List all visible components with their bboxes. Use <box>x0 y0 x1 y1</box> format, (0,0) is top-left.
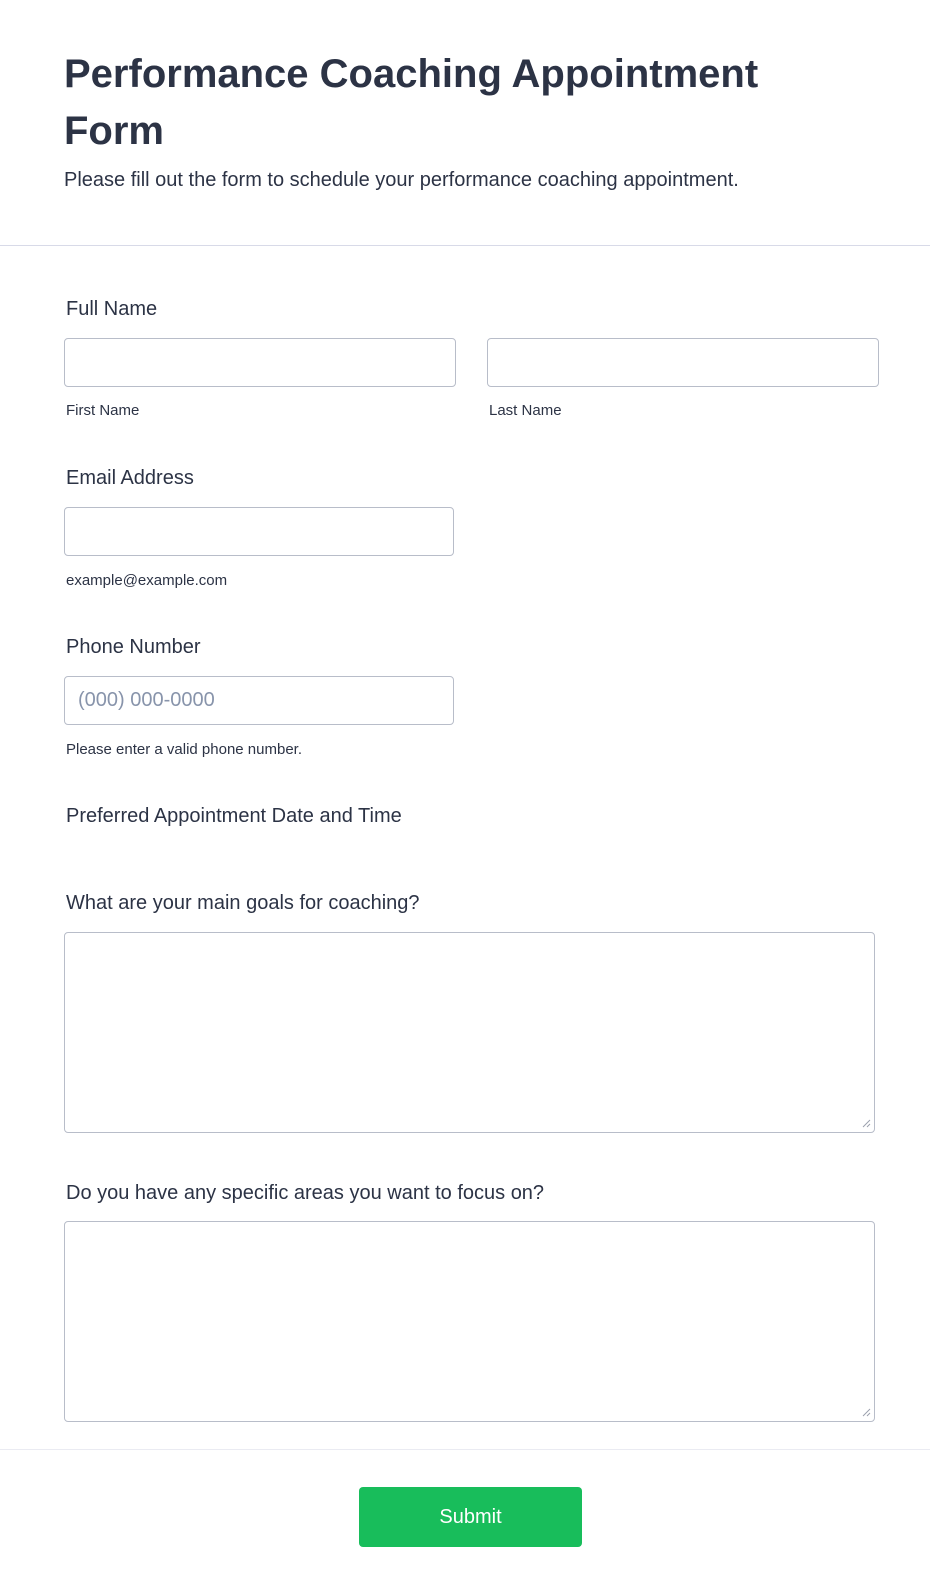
form-header <box>0 0 930 246</box>
goals-label: What are your main goals for coaching? <box>66 892 420 914</box>
page-title: Performance Coaching Appointment Form <box>64 52 759 153</box>
full-name-label: Full Name <box>66 298 158 320</box>
email-input[interactable] <box>64 507 454 556</box>
first-name-sublabel: First Name <box>66 402 140 419</box>
resize-grip-icon[interactable] <box>861 1118 871 1128</box>
phone-label: Phone Number <box>66 636 201 658</box>
resize-grip-icon[interactable] <box>861 1407 871 1417</box>
last-name-sublabel: Last Name <box>489 402 562 419</box>
phone-input[interactable] <box>64 676 454 725</box>
page-subtitle: Please fill out the form to schedule your performance coaching appointment. <box>64 169 739 191</box>
appointment-label: Preferred Appointment Date and Time <box>66 805 402 827</box>
focus-label: Do you have any specific areas you want to focus on? <box>66 1182 545 1204</box>
first-name-input[interactable] <box>64 338 456 387</box>
phone-sublabel: Please enter a valid phone number. <box>66 741 302 758</box>
focus-textarea[interactable] <box>64 1221 875 1422</box>
submit-button[interactable]: Submit <box>359 1487 582 1547</box>
email-sublabel: example@example.com <box>66 572 228 589</box>
email-label: Email Address <box>66 467 194 489</box>
goals-textarea[interactable] <box>64 932 875 1133</box>
last-name-input[interactable] <box>487 338 879 387</box>
